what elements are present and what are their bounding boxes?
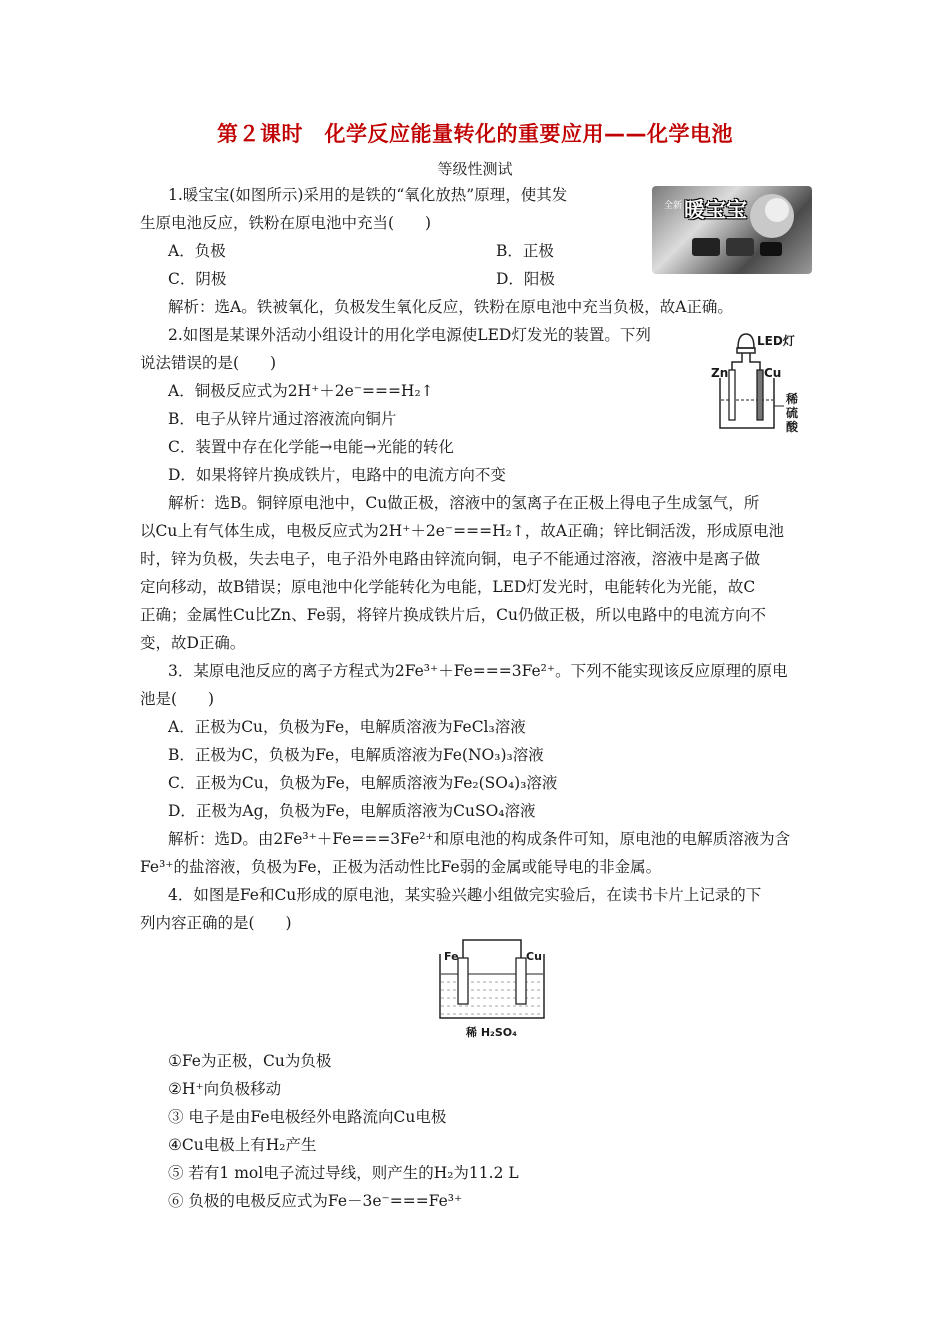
diagram-label-acid-1: 稀 bbox=[786, 392, 799, 406]
q1-option-c: C．阴极 bbox=[168, 270, 227, 288]
diagram-label-cu-q4: Cu bbox=[526, 950, 542, 963]
q2-analysis-line3: 时，锌为负极，失去电子，电子沿外电路由锌流向铜，电子不能通过溶液，溶液中是离子做 bbox=[140, 550, 761, 568]
diagram-label-dilute-h2so4: 稀 H₂SO₄ bbox=[466, 1026, 517, 1039]
q4-stem-line1: 4．如图是Fe和Cu形成的原电池，某实验兴趣小组做完实验后，在读书卡片上记录的下 bbox=[168, 886, 762, 904]
q4-item-5: ⑤ 若有1 mol电子流过导线，则产生的H₂为11.2 L bbox=[168, 1164, 519, 1182]
q4-stem-line2: 列内容正确的是( ) bbox=[140, 914, 292, 932]
diagram-label-acid-2: 硫 bbox=[786, 406, 799, 420]
diagram-label-led: LED灯 bbox=[757, 334, 795, 348]
q4-item-1: ①Fe为正极，Cu为负极 bbox=[168, 1052, 332, 1070]
q4-item-2: ②H⁺向负极移动 bbox=[168, 1080, 282, 1098]
q3-option-b: B．正极为C，负极为Fe，电解质溶液为Fe(NO₃)₃溶液 bbox=[168, 746, 544, 764]
q2-stem-line1: 2.如图是某课外活动小组设计的用化学电源使LED灯发光的装置。下列 bbox=[168, 326, 651, 344]
q2-analysis-line4: 定向移动，故B错误；原电池中化学能转化为电能，LED灯发光时，电能转化为光能，故C bbox=[140, 578, 756, 596]
diagram-label-acid-3: 酸 bbox=[786, 420, 799, 434]
diagram-label-cu: Cu bbox=[764, 366, 782, 380]
q1-analysis: 解析：选A。铁被氧化，负极发生氧化反应，铁粉在原电池中充当负极，故A正确。 bbox=[168, 298, 733, 316]
q2-option-d: D．如果将锌片换成铁片，电路中的电流方向不变 bbox=[168, 466, 506, 484]
hand-warmer-brand-text: 暖宝宝 bbox=[684, 198, 747, 222]
q2-analysis-line1: 解析：选B。铜锌原电池中，Cu做正极，溶液中的氢离子在正极上得电子生成氢气，所 bbox=[168, 494, 760, 512]
diagram-label-fe: Fe bbox=[444, 950, 459, 963]
q3-option-a: A．正极为Cu，负极为Fe，电解质溶液为FeCl₃溶液 bbox=[168, 718, 526, 736]
q1-option-b: B．正极 bbox=[496, 242, 554, 260]
lesson-title: 第２课时 化学反应能量转化的重要应用——化学电池 bbox=[217, 122, 733, 146]
q1-option-a: A．负极 bbox=[168, 242, 226, 260]
diagram-label-zn: Zn bbox=[711, 366, 729, 380]
section-subtitle: 等级性测试 bbox=[437, 160, 513, 178]
q3-analysis-line2: Fe³⁺的盐溶液，负极为Fe，正极为活动性比Fe弱的金属或能导电的非金属。 bbox=[140, 858, 662, 876]
q2-option-b: B．电子从锌片通过溶液流向铜片 bbox=[168, 410, 397, 428]
q4-item-6: ⑥ 负极的电极反应式为Fe－3e⁻===Fe³⁺ bbox=[168, 1192, 463, 1210]
q2-analysis-line5: 正确；金属性Cu比Zn、Fe弱，将锌片换成铁片后，Cu仍做正极，所以电路中的电流方向不 bbox=[140, 606, 767, 624]
svg-text:全新: 全新 bbox=[664, 201, 683, 211]
q3-option-c: C．正极为Cu，负极为Fe，电解质溶液为Fe₂(SO₄)₃溶液 bbox=[168, 774, 558, 792]
q2-stem-line2: 说法错误的是( ) bbox=[140, 354, 277, 372]
q1-option-d: D．阳极 bbox=[496, 270, 555, 288]
hand-warmer-photo bbox=[652, 186, 812, 274]
q2-option-c: C．装置中存在化学能→电能→光能的转化 bbox=[168, 438, 454, 456]
q3-analysis-line1: 解析：选D。由2Fe³⁺＋Fe===3Fe²⁺和原电池的构成条件可知，原电池的电解质溶液为含 bbox=[168, 830, 791, 848]
q4-item-3: ③ 电子是由Fe电极经外电路流向Cu电极 bbox=[168, 1108, 447, 1126]
q2-option-a: A．铜极反应式为2H⁺＋2e⁻===H₂↑ bbox=[168, 382, 434, 400]
q1-stem-line1: 1.暖宝宝(如图所示)采用的是铁的“氧化放热”原理，使其发 bbox=[168, 186, 568, 204]
q1-stem-line2: 生原电池反应，铁粉在原电池中充当( ) bbox=[140, 214, 432, 232]
q3-option-d: D．正极为Ag，负极为Fe，电解质溶液为CuSO₄溶液 bbox=[168, 802, 536, 820]
q3-stem-line2: 池是( ) bbox=[140, 690, 215, 708]
q2-analysis-line2: 以Cu上有气体生成，电极反应式为2H⁺＋2e⁻===H₂↑，故A正确；锌比铜活泼，形成原电池 bbox=[140, 522, 784, 540]
q2-analysis-line6: 变，故D正确。 bbox=[140, 634, 246, 652]
q4-item-4: ④Cu电极上有H₂产生 bbox=[168, 1136, 317, 1154]
q3-stem-line1: 3．某原电池反应的离子方程式为2Fe³⁺＋Fe===3Fe²⁺。下列不能实现该反应原理的原电 bbox=[168, 662, 788, 680]
